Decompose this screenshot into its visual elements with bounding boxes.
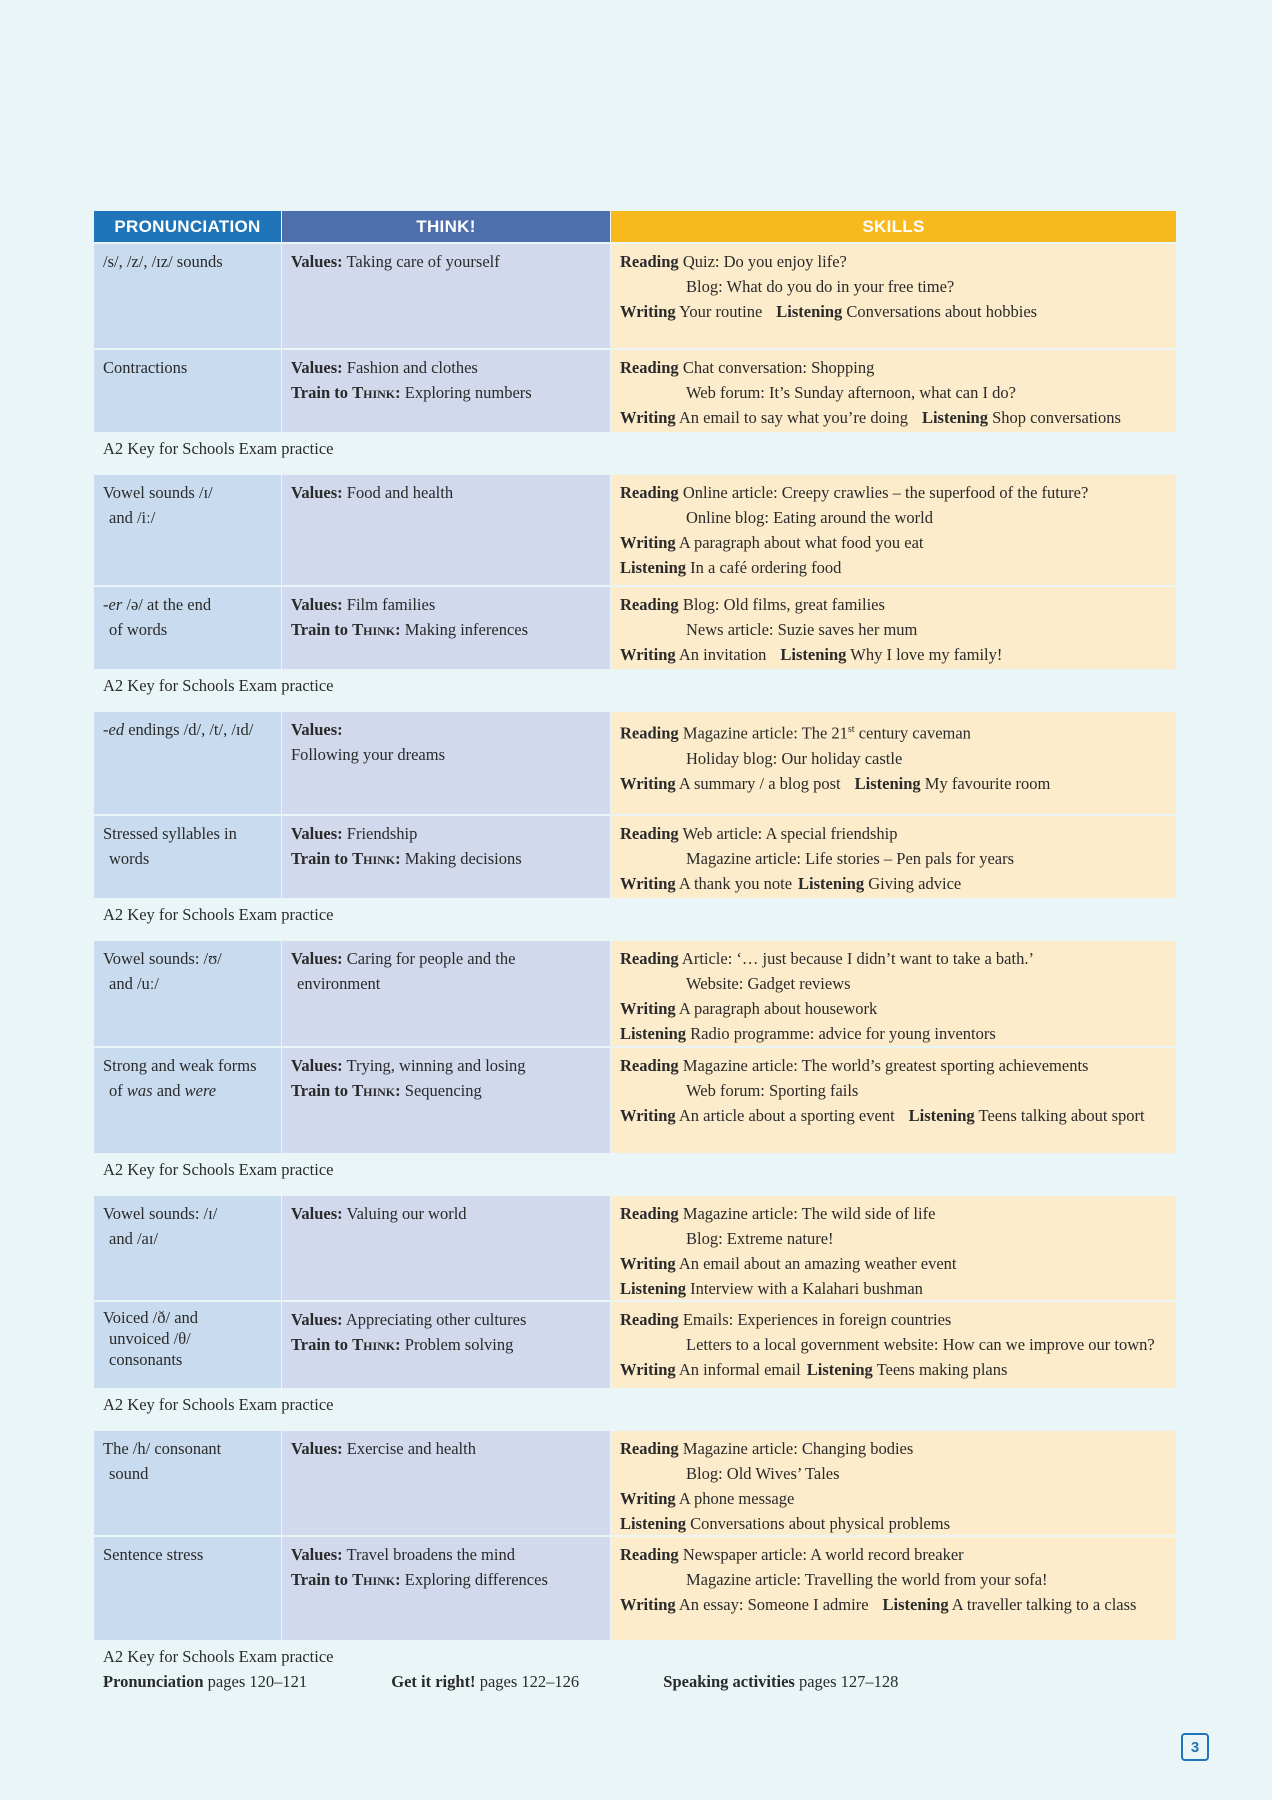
header-think: THINK!	[282, 211, 610, 242]
skills-cell: Reading Quiz: Do you enjoy life? Blog: What do you do in your free time? Writing Your routine Listening Conversations about hobbies	[611, 244, 1176, 348]
exam-practice-label: A2 Key for Schools Exam practice	[103, 1395, 334, 1414]
think-cell: Values: Caring for people and the environment	[282, 941, 610, 1046]
table-row	[94, 587, 1176, 669]
think-cell: Values: Friendship Train to Think: Making decisions	[282, 816, 610, 898]
think-cell: Values: Travel broadens the mind Train to Think: Exploring differences	[282, 1537, 610, 1640]
pronunciation-cell: -er /ə/ at the end of words	[94, 587, 281, 669]
skills-cell: Reading Emails: Experiences in foreign countries Letters to a local government website: How can we improve our town? Writing An informal email Listening Teens making plans	[611, 1302, 1176, 1388]
think-cell: Values: Fashion and clothes Train to Think: Exploring numbers	[282, 350, 610, 432]
exam-practice-label: A2 Key for Schools Exam practice	[103, 439, 334, 458]
exam-practice-label: A2 Key for Schools Exam practice	[103, 905, 334, 924]
table-row	[94, 244, 1176, 348]
table-row	[94, 712, 1176, 814]
pronunciation-cell: Stressed syllables in words	[94, 816, 281, 898]
page-number: 3	[1181, 1733, 1209, 1761]
skills-cell: Reading Web article: A special friendship Magazine article: Life stories – Pen pals for years Writing A thank you note Listening Giving advice	[611, 816, 1176, 898]
table-row	[94, 1431, 1176, 1535]
appendix-references	[94, 1669, 1176, 1694]
table-row	[94, 1048, 1176, 1153]
think-cell: Values: Following your dreams	[282, 712, 610, 814]
skills-cell: Reading Online article: Creepy crawlies – the superfood of the future? Online blog: Eating around the world Writing A paragraph about what food you eat Listening In a café ordering food	[611, 475, 1176, 585]
pronunciation-cell: Vowel sounds /ɪ/ and /iː/	[94, 475, 281, 585]
skills-cell: Reading Magazine article: The 21st century caveman Holiday blog: Our holiday castle Writing A summary / a blog post Listening My favourite room	[611, 712, 1176, 814]
skills-cell: Reading Magazine article: The world’s greatest sporting achievements Web forum: Sporting fails Writing An article about a sporting event Listening Teens talking about sport	[611, 1048, 1176, 1153]
skills-cell: Reading Magazine article: The wild side of life Blog: Extreme nature! Writing An email about an amazing weather event Listening Interview with a Kalahari bushman	[611, 1196, 1176, 1300]
exam-practice-label: A2 Key for Schools Exam practice	[103, 676, 334, 695]
contents-table	[94, 211, 1176, 1694]
think-cell: Values: Taking care of yourself	[282, 244, 610, 348]
pronunciation-reference: Pronunciation pages 120–121	[103, 1672, 308, 1691]
skills-cell: Reading Article: ‘… just because I didn’t want to take a bath.’ Website: Gadget reviews Writing A paragraph about housework Listening Radio programme: advice for young inventors	[611, 941, 1176, 1046]
table-row	[94, 941, 1176, 1046]
pronunciation-cell: /s/, /z/, /ɪz/ sounds	[94, 244, 281, 348]
table-row	[94, 350, 1176, 432]
header-pronunciation: PRONUNCIATION	[94, 211, 281, 242]
pronunciation-cell: The /h/ consonant sound	[94, 1431, 281, 1535]
table-row	[94, 816, 1176, 898]
table-row	[94, 1537, 1176, 1640]
pronunciation-cell: Vowel sounds: /ɪ/ and /aɪ/	[94, 1196, 281, 1300]
table-row	[94, 1196, 1176, 1300]
pronunciation-cell: Voiced /ð/ and unvoiced /θ/ consonants	[94, 1302, 281, 1388]
exam-practice-label: A2 Key for Schools Exam practice	[103, 1160, 334, 1179]
skills-cell: Reading Chat conversation: Shopping Web forum: It’s Sunday afternoon, what can I do? Writing An email to say what you’re doing Listening Shop conversations	[611, 350, 1176, 432]
pronunciation-cell: Strong and weak forms of was and were	[94, 1048, 281, 1153]
get-it-right-reference: Get it right! pages 122–126	[391, 1672, 580, 1691]
pronunciation-cell: Sentence stress	[94, 1537, 281, 1640]
table-header	[94, 211, 1176, 242]
pronunciation-cell: Vowel sounds: /ʊ/ and /uː/	[94, 941, 281, 1046]
speaking-activities-reference: Speaking activities pages 127–128	[663, 1672, 899, 1691]
think-cell: Values: Exercise and health	[282, 1431, 610, 1535]
header-skills: SKILLS	[611, 211, 1176, 242]
think-cell: Values: Valuing our world	[282, 1196, 610, 1300]
skills-cell: Reading Blog: Old films, great families News article: Suzie saves her mum Writing An invitation Listening Why I love my family!	[611, 587, 1176, 669]
skills-cell: Reading Newspaper article: A world record breaker Magazine article: Travelling the world from your sofa! Writing An essay: Someone I admire Listening A traveller talking to a class	[611, 1537, 1176, 1640]
pronunciation-cell: Contractions	[94, 350, 281, 432]
table-row	[94, 475, 1176, 585]
think-cell: Values: Appreciating other cultures Train to Think: Problem solving	[282, 1302, 610, 1388]
think-cell: Values: Film families Train to Think: Making inferences	[282, 587, 610, 669]
pronunciation-cell: -ed endings /d/, /t/, /ɪd/	[94, 712, 281, 814]
skills-cell: Reading Magazine article: Changing bodies Blog: Old Wives’ Tales Writing A phone message Listening Conversations about physical problems	[611, 1431, 1176, 1535]
exam-practice-label: A2 Key for Schools Exam practice	[103, 1647, 334, 1666]
table-row	[94, 1302, 1176, 1388]
think-cell: Values: Trying, winning and losing Train to Think: Sequencing	[282, 1048, 610, 1153]
think-cell: Values: Food and health	[282, 475, 610, 585]
